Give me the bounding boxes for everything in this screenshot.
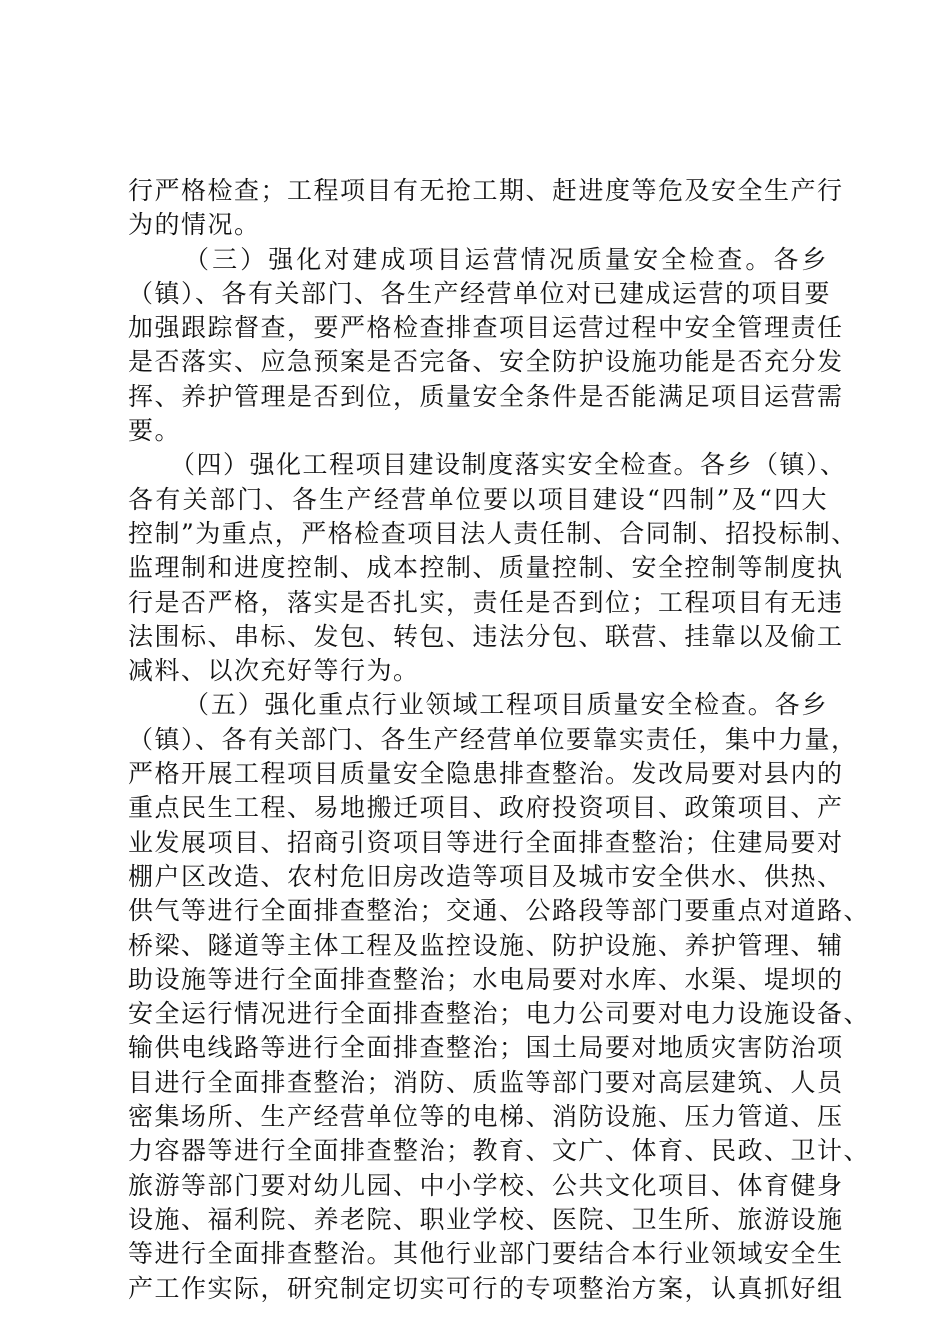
text-line: 监理制和进度控制、成本控制、质量控制、安全控制等制度执 [128,553,844,583]
text-line: 桥梁、隧道等主体工程及监控设施、防护设施、养护管理、辅 [128,930,844,960]
text-line: 助设施等进行全面排查整治；水电局要对水库、水渠、堤坝的 [128,964,844,994]
text-line: 密集场所、生产经营单位等的电梯、消防设施、压力管道、压 [128,1102,844,1132]
text-line: 重点民生工程、易地搬迁项目、政府投资项目、政策项目、产 [128,793,844,823]
text-line: 是否落实、应急预案是否完备、安全防护设施功能是否充分发 [128,347,844,377]
text-line: 要。 [128,416,182,446]
text-line: 加强跟踪督查，要严格检查排查项目运营过程中安全管理责任 [128,313,844,343]
text-line: 供气等进行全面排查整治；交通、公路段等部门要重点对道路、 [128,896,871,926]
text-line: 行是否严格，落实是否扎实，责任是否到位；工程项目有无违 [128,587,844,617]
text-line: 各有关部门、各生产经营单位要以项目建设“四制”及“四大 [128,484,828,514]
text-line: 严格开展工程项目质量安全隐患排查整治。发改局要对县内的 [128,759,844,789]
text-line: （镇）、各有关部门、各生产经营单位对已建成运营的项目要 [128,278,832,308]
text-line: 棚户区改造、农村危旧房改造等项目及城市安全供水、供热、 [128,861,844,891]
text-line: 控制”为重点，严格检查项目法人责任制、合同制、招投标制、 [128,518,858,548]
text-line: 为的情况。 [128,210,261,240]
text-line: 行严格检查；工程项目有无抢工期、赶进度等危及安全生产行 [128,176,844,205]
text-line: （五）强化重点行业领域工程项目质量安全检查。各乡 [184,690,828,720]
text-line: 等进行全面排查整治。其他行业部门要结合本行业领域安全生 [128,1239,844,1269]
text-line: 业发展项目、招商引资项目等进行全面排查整治；住建局要对 [128,827,844,857]
text-line: （三）强化对建成项目运营情况质量安全检查。各乡 [184,244,828,274]
text-line: 减料、以次充好等行为。 [128,656,420,686]
text-line: 设施、福利院、养老院、职业学校、医院、卫生所、旅游设施 [128,1204,844,1234]
text-line: 安全运行情况进行全面排查整治；电力公司要对电力设施设备、 [128,999,871,1029]
text-line: （四）强化工程项目建设制度落实安全检查。各乡（镇）、 [170,450,847,480]
text-line: 产工作实际，研究制定切实可行的专项整治方案，认真抓好组 [128,1273,844,1303]
text-line: 挥、养护管理是否到位，质量安全条件是否能满足项目运营需 [128,381,844,411]
text-line: 目进行全面排查整治；消防、质监等部门要对高层建筑、人员 [128,1067,844,1097]
body-text [128,174,871,1306]
text-line: 旅游等部门要对幼儿园、中小学校、公共文化项目、体育健身 [128,1170,844,1200]
text-line: （镇）、各有关部门、各生产经营单位要靠实责任，集中力量， [128,724,858,754]
text-line: 法围标、串标、发包、转包、违法分包、联营、挂靠以及偷工 [128,621,844,651]
text-line: 力容器等进行全面排查整治；教育、文广、体育、民政、卫计、 [128,1136,871,1166]
text-line: 输供电线路等进行全面排查整治；国土局要对地质灾害防治项 [128,1033,844,1063]
